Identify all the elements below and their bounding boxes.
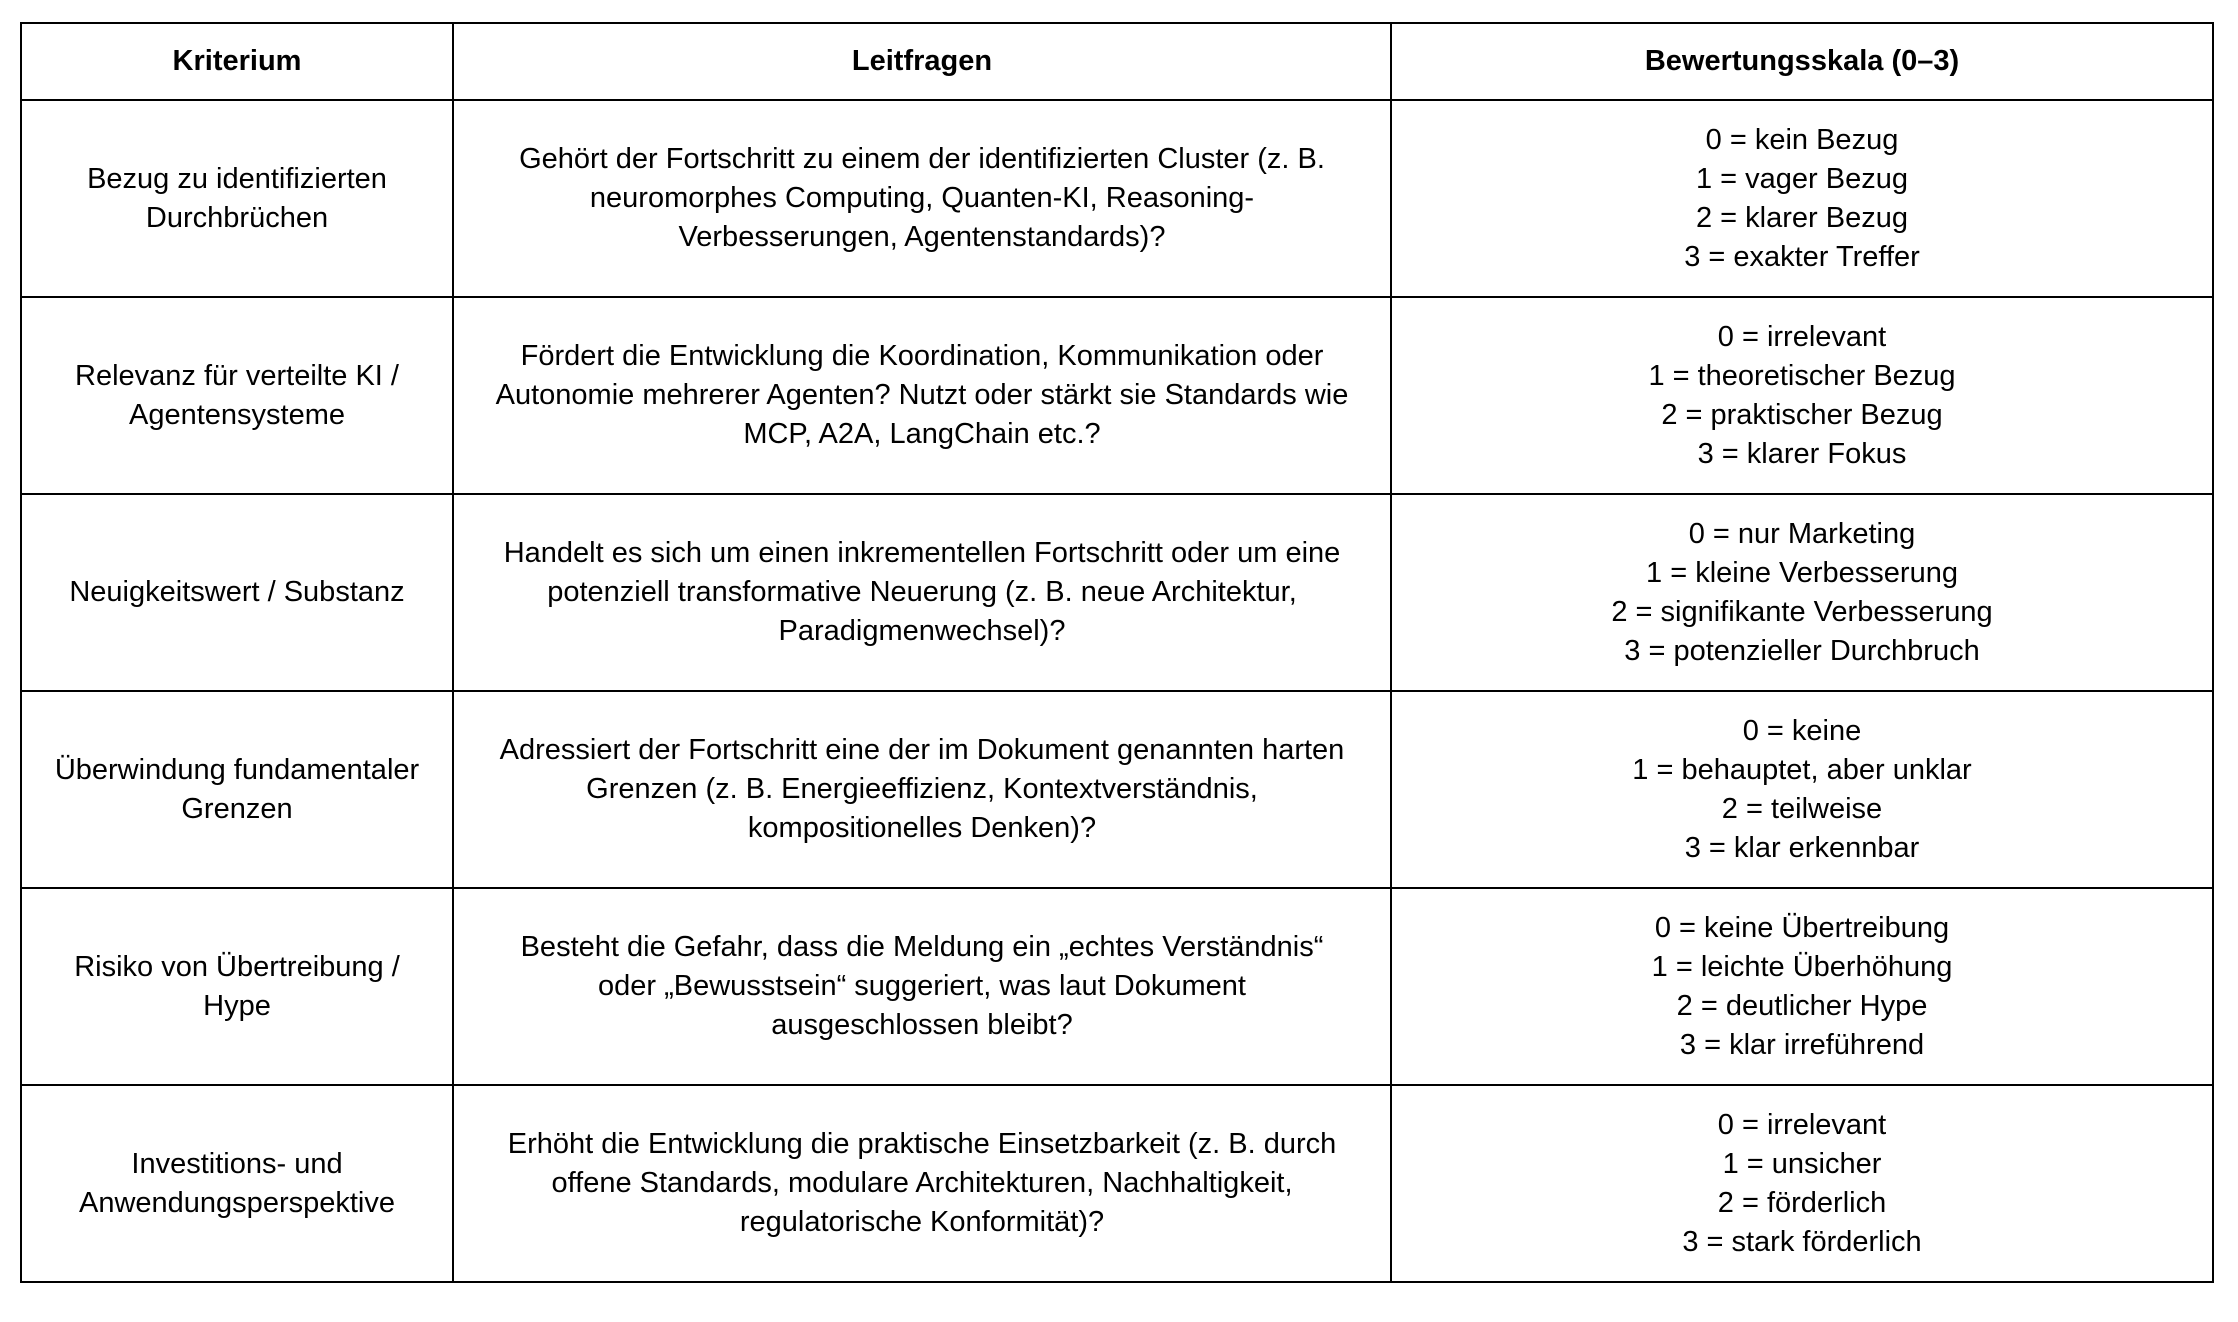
table-row [21, 494, 2213, 691]
table-row [21, 297, 2213, 494]
skala-line: 0 = keine [1742, 714, 1862, 747]
criteria-table [20, 22, 2214, 1283]
kriterium-line: Investitions- und [131, 1147, 343, 1180]
skala-line: 1 = unsicher [1722, 1147, 1882, 1180]
kriterium-line: Neuigkeitswert / Substanz [69, 576, 405, 608]
header-bewertungsskala: Bewertungsskala (0–3) [1391, 23, 2213, 100]
kriterium-line: Durchbrüchen [145, 201, 329, 234]
leitfragen-line: Fördert die Entwicklung die Koordination, Kommunikation oder [520, 340, 1324, 372]
kriterium-line: Risiko von Übertreibung / [74, 950, 400, 983]
leitfragen-line: Grenzen (z. B. Energieeffizienz, Kontextverständnis, [586, 773, 1258, 805]
leitfragen-line: kompositionelles Denken)? [747, 812, 1097, 844]
header-leitfragen: Leitfragen [453, 23, 1391, 100]
leitfragen-line: Erhöht die Entwicklung die praktische Einsetzbarkeit (z. B. durch [507, 1128, 1337, 1160]
skala-cell [1391, 494, 2213, 691]
kriterium-cell [21, 691, 453, 888]
leitfragen-line: oder „Bewusstsein“ suggeriert, was laut Dokument [598, 970, 1246, 1002]
skala-line: 1 = kleine Verbesserung [1646, 556, 1958, 589]
skala-cell [1391, 1085, 2213, 1282]
leitfragen-cell [453, 1085, 1391, 1282]
table-row [21, 888, 2213, 1085]
leitfragen-line: offene Standards, modulare Architekturen, Nachhaltigkeit, [551, 1167, 1293, 1199]
skala-cell [1391, 100, 2213, 297]
kriterium-cell [21, 100, 453, 297]
skala-line: 3 = exakter Treffer [1684, 240, 1920, 273]
skala-line: 0 = irrelevant [1717, 1108, 1887, 1141]
skala-line: 0 = irrelevant [1717, 320, 1887, 353]
leitfragen-cell [453, 494, 1391, 691]
kriterium-line: Überwindung fundamentaler [54, 753, 420, 786]
kriterium-cell [21, 1085, 453, 1282]
skala-cell [1391, 691, 2213, 888]
skala-line: 1 = vager Bezug [1695, 162, 1908, 195]
skala-line: 3 = klarer Fokus [1697, 437, 1907, 470]
leitfragen-line: Besteht die Gefahr, dass die Meldung ein „echtes Verständnis“ [520, 931, 1324, 963]
skala-cell [1391, 888, 2213, 1085]
skala-line: 1 = leichte Überhöhung [1651, 950, 1953, 983]
skala-line: 0 = kein Bezug [1705, 123, 1899, 156]
skala-line: 3 = stark förderlich [1682, 1225, 1922, 1258]
leitfragen-line: MCP, A2A, LangChain etc.? [743, 418, 1101, 450]
leitfragen-cell [453, 297, 1391, 494]
table-row [21, 100, 2213, 297]
table-row [21, 1085, 2213, 1282]
leitfragen-line: Gehört der Fortschritt zu einem der identifizierten Cluster (z. B. [519, 143, 1325, 175]
skala-line: 2 = teilweise [1721, 792, 1883, 825]
skala-line: 0 = keine Übertreibung [1654, 911, 1950, 944]
kriterium-line: Agentensysteme [128, 398, 345, 431]
leitfragen-line: Autonomie mehrerer Agenten? Nutzt oder stärkt sie Standards wie [495, 379, 1349, 411]
kriterium-line: Grenzen [181, 792, 293, 825]
skala-line: 2 = signifikante Verbesserung [1611, 595, 1993, 628]
kriterium-cell [21, 494, 453, 691]
leitfragen-line: potenziell transformative Neuerung (z. B. neue Architektur, [547, 576, 1297, 608]
kriterium-line: Hype [203, 989, 271, 1022]
skala-cell [1391, 297, 2213, 494]
skala-line: 3 = klar irreführend [1679, 1028, 1925, 1061]
leitfragen-line: neuromorphes Computing, Quanten-KI, Reasoning- [589, 182, 1255, 214]
skala-line: 2 = klarer Bezug [1696, 201, 1908, 234]
kriterium-cell [21, 297, 453, 494]
header-kriterium: Kriterium [21, 23, 453, 100]
table-row [21, 691, 2213, 888]
kriterium-line: Anwendungsperspektive [79, 1186, 395, 1219]
leitfragen-line: regulatorische Konformität)? [739, 1206, 1105, 1238]
leitfragen-line: Adressiert der Fortschritt eine der im Dokument genannten harten [499, 734, 1345, 766]
leitfragen-cell [453, 691, 1391, 888]
skala-line: 3 = klar erkennbar [1684, 831, 1920, 864]
skala-line: 3 = potenzieller Durchbruch [1624, 634, 1980, 667]
leitfragen-line: ausgeschlossen bleibt? [771, 1009, 1073, 1041]
leitfragen-line: Handelt es sich um einen inkrementellen Fortschritt oder um eine [503, 537, 1341, 569]
skala-line: 0 = nur Marketing [1688, 517, 1916, 550]
table-header-row [21, 23, 2213, 100]
skala-line: 2 = deutlicher Hype [1676, 989, 1928, 1022]
skala-line: 2 = förderlich [1717, 1186, 1887, 1219]
skala-line: 1 = behauptet, aber unklar [1632, 753, 1972, 786]
kriterium-line: Bezug zu identifizierten [87, 162, 387, 195]
skala-line: 1 = theoretischer Bezug [1648, 359, 1956, 392]
leitfragen-line: Verbesserungen, Agentenstandards)? [678, 221, 1166, 253]
leitfragen-cell [453, 888, 1391, 1085]
kriterium-line: Relevanz für verteilte KI / [75, 359, 399, 392]
leitfragen-cell [453, 100, 1391, 297]
leitfragen-line: Paradigmenwechsel)? [778, 615, 1066, 647]
kriterium-cell [21, 888, 453, 1085]
skala-line: 2 = praktischer Bezug [1661, 398, 1943, 431]
